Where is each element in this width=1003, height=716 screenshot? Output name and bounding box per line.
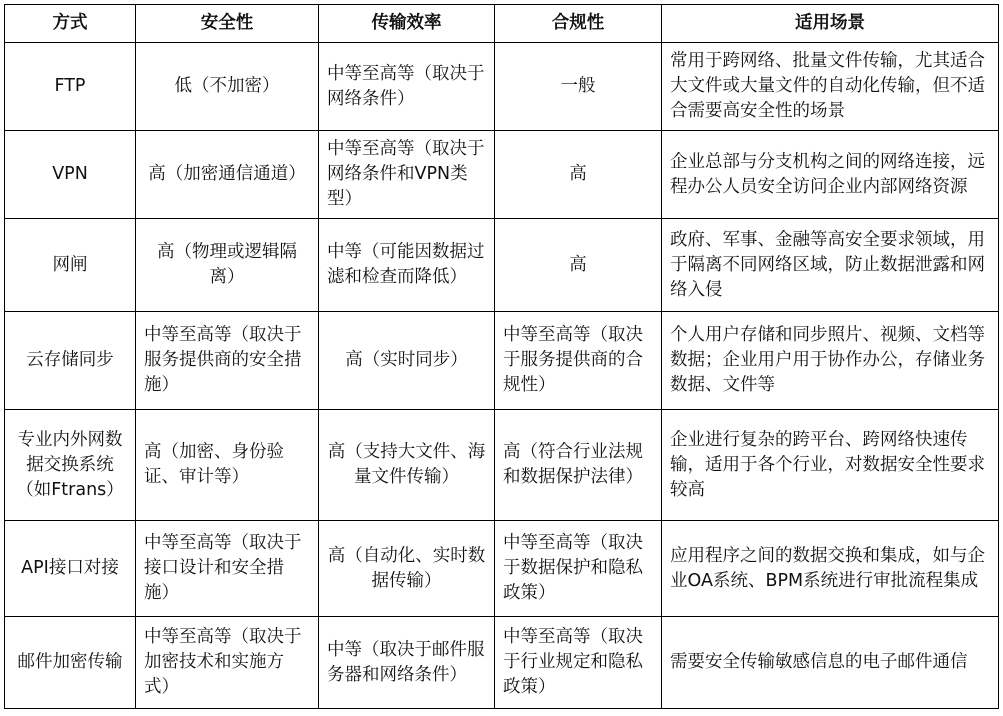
cell-security: 高（加密通信通道）: [136, 131, 319, 219]
table-row: [5, 617, 999, 709]
cell-scenario: 企业进行复杂的跨平台、跨网络快速传输，适用于各个行业，对数据安全性要求较高: [662, 410, 999, 521]
header-method: 方式: [5, 5, 136, 43]
table-row: [5, 131, 999, 219]
table-row: [5, 219, 999, 312]
cell-scenario: 政府、军事、金融等高安全要求领域，用于隔离不同网络区域，防止数据泄露和网络入侵: [662, 219, 999, 312]
comparison-table: [4, 4, 999, 709]
cell-security: 中等至高等（取决于加密技术和实施方式）: [136, 617, 319, 709]
cell-compliance: 中等至高等（取决于数据保护和隐私政策）: [495, 521, 662, 617]
cell-efficiency: 中等（取决于邮件服务器和网络条件）: [319, 617, 495, 709]
table-row: [5, 410, 999, 521]
cell-method: 专业内外网数据交换系统（如Ftrans）: [5, 410, 136, 521]
cell-scenario: 常用于跨网络、批量文件传输，尤其适合大文件或大量文件的自动化传输，但不适合需要高安全性的场景: [662, 43, 999, 131]
table-row: [5, 521, 999, 617]
header-efficiency: 传输效率: [319, 5, 495, 43]
cell-security: 高（物理或逻辑隔离）: [136, 219, 319, 312]
table-row: [5, 43, 999, 131]
cell-method: 网闸: [5, 219, 136, 312]
cell-compliance: 高: [495, 131, 662, 219]
cell-efficiency: 中等（可能因数据过滤和检查而降低）: [319, 219, 495, 312]
cell-security: 中等至高等（取决于服务提供商的安全措施）: [136, 312, 319, 410]
cell-compliance: 高（符合行业法规和数据保护法律）: [495, 410, 662, 521]
cell-security: 高（加密、身份验证、审计等）: [136, 410, 319, 521]
header-security: 安全性: [136, 5, 319, 43]
cell-method: 邮件加密传输: [5, 617, 136, 709]
cell-scenario: 个人用户存储和同步照片、视频、文档等数据；企业用户用于协作办公，存储业务数据、文件等: [662, 312, 999, 410]
cell-security: 中等至高等（取决于接口设计和安全措施）: [136, 521, 319, 617]
cell-security: 低（不加密）: [136, 43, 319, 131]
header-compliance: 合规性: [495, 5, 662, 43]
cell-efficiency: 高（支持大文件、海量文件传输）: [319, 410, 495, 521]
cell-scenario: 企业总部与分支机构之间的网络连接，远程办公人员安全访问企业内部网络资源: [662, 131, 999, 219]
header-scenario: 适用场景: [662, 5, 999, 43]
cell-compliance: 中等至高等（取决于服务提供商的合规性）: [495, 312, 662, 410]
table-row: [5, 312, 999, 410]
cell-scenario: 需要安全传输敏感信息的电子邮件通信: [662, 617, 999, 709]
header-row: [5, 5, 999, 43]
cell-scenario: 应用程序之间的数据交换和集成，如与企业OA系统、BPM系统进行审批流程集成: [662, 521, 999, 617]
cell-compliance: 一般: [495, 43, 662, 131]
cell-efficiency: 高（自动化、实时数据传输）: [319, 521, 495, 617]
cell-efficiency: 中等至高等（取决于网络条件）: [319, 43, 495, 131]
cell-efficiency: 中等至高等（取决于网络条件和VPN类型）: [319, 131, 495, 219]
cell-method: FTP: [5, 43, 136, 131]
cell-compliance: 高: [495, 219, 662, 312]
cell-method: API接口对接: [5, 521, 136, 617]
cell-compliance: 中等至高等（取决于行业规定和隐私政策）: [495, 617, 662, 709]
cell-method: 云存储同步: [5, 312, 136, 410]
cell-efficiency: 高（实时同步）: [319, 312, 495, 410]
cell-method: VPN: [5, 131, 136, 219]
